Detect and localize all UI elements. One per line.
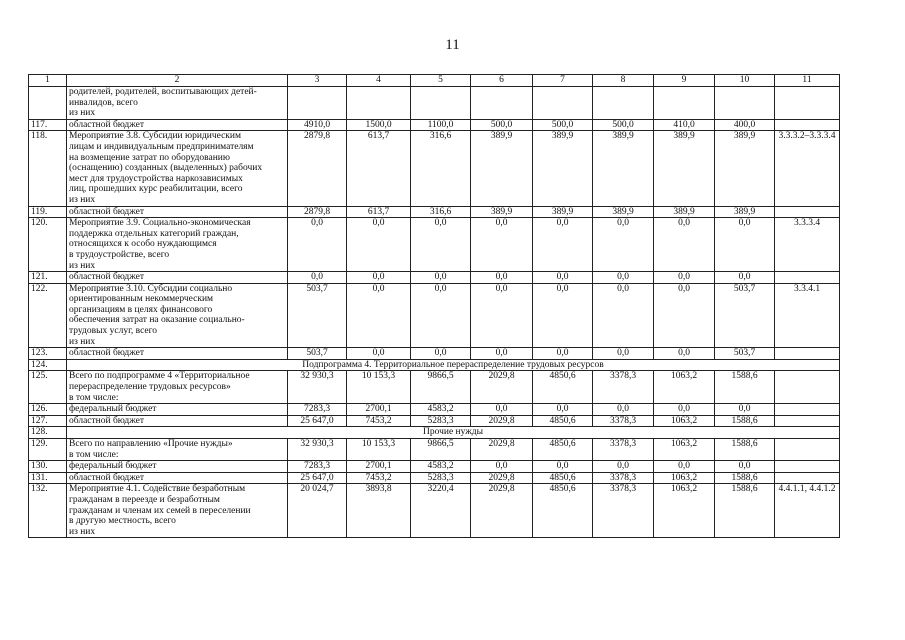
- value-cell: 0,0: [471, 272, 533, 284]
- value-cell: 400,0: [715, 119, 775, 131]
- description-line: областной бюджет: [69, 415, 145, 426]
- value-cell: 0,0: [288, 218, 347, 272]
- value-cell: 4850,6: [533, 484, 593, 538]
- row-number-cell: 132.: [29, 484, 67, 538]
- value-cell: 4910,0: [288, 119, 347, 131]
- value-cell: 9866,5: [411, 371, 471, 404]
- value-cell: 25 647,0: [288, 415, 347, 427]
- header-cell: 1: [29, 75, 67, 87]
- value-cell: 32 930,3: [288, 439, 347, 461]
- table-row: [29, 415, 840, 427]
- value-cell: 4583,2: [411, 404, 471, 416]
- value-cell: 0,0: [654, 272, 715, 284]
- value-cell: [654, 87, 715, 120]
- section-row: [29, 427, 840, 439]
- value-cell: 0,0: [593, 283, 654, 348]
- section-title-cell: Прочие нужды: [67, 427, 840, 439]
- row-number-cell: 123.: [29, 348, 67, 360]
- value-cell: 0,0: [471, 283, 533, 348]
- table-row: [29, 283, 840, 348]
- row-number-cell: [29, 87, 67, 120]
- description-line: Всего по подпрограмме 4 «Территориальное: [69, 371, 250, 382]
- description-line: относящихся к особо нуждающимся: [69, 239, 217, 250]
- value-cell: 0,0: [593, 461, 654, 473]
- table-row: [29, 87, 840, 120]
- description-line: обеспечения затрат на оказание социально-: [69, 315, 245, 326]
- reference-cell: [775, 272, 840, 284]
- value-cell: 0,0: [654, 283, 715, 348]
- row-number-cell: 117.: [29, 119, 67, 131]
- value-cell: 0,0: [471, 218, 533, 272]
- value-cell: 0,0: [715, 272, 775, 284]
- value-cell: 3378,3: [593, 439, 654, 461]
- reference-cell: 4.4.1.1, 4.4.1.2: [775, 484, 840, 538]
- table-row: [29, 119, 840, 131]
- value-cell: 25 647,0: [288, 472, 347, 484]
- value-cell: 0,0: [593, 272, 654, 284]
- value-cell: [347, 87, 411, 120]
- description-line: ориентированным некоммерческим: [69, 294, 214, 305]
- row-number-cell: 131.: [29, 472, 67, 484]
- description-line: в трудоустройстве, всего: [69, 249, 170, 260]
- value-cell: 20 024,7: [288, 484, 347, 538]
- value-cell: 1500,0: [347, 119, 411, 131]
- header-cell: 11: [775, 75, 840, 87]
- description-cell: [67, 206, 288, 218]
- value-cell: 503,7: [288, 348, 347, 360]
- table-row: [29, 206, 840, 218]
- description-cell: [67, 131, 288, 206]
- header-cell: 6: [471, 75, 533, 87]
- header-row: [29, 75, 840, 87]
- value-cell: 3220,4: [411, 484, 471, 538]
- value-cell: 0,0: [533, 283, 593, 348]
- reference-cell: [775, 461, 840, 473]
- description-cell: [67, 218, 288, 272]
- description-line: Мероприятие 3.9. Социально-экономическая: [69, 218, 251, 229]
- header-cell: 10: [715, 75, 775, 87]
- value-cell: 0,0: [533, 348, 593, 360]
- value-cell: 2879,8: [288, 206, 347, 218]
- value-cell: 0,0: [411, 283, 471, 348]
- value-cell: 503,7: [288, 283, 347, 348]
- reference-cell: [775, 119, 840, 131]
- row-number-cell: 126.: [29, 404, 67, 416]
- row-number-cell: 129.: [29, 439, 67, 461]
- value-cell: 1588,6: [715, 484, 775, 538]
- description-line: из них: [69, 194, 96, 205]
- value-cell: 10 153,3: [347, 439, 411, 461]
- value-cell: 389,9: [533, 206, 593, 218]
- description-line: инвалидов, всего: [69, 97, 138, 108]
- description-line: трудовых услуг, всего: [69, 326, 158, 337]
- header-cell: 9: [654, 75, 715, 87]
- value-cell: 1588,6: [715, 439, 775, 461]
- value-cell: 0,0: [471, 461, 533, 473]
- table-row: [29, 272, 840, 284]
- table-row: [29, 472, 840, 484]
- reference-cell: [775, 371, 840, 404]
- description-line: Мероприятие 3.10. Субсидии социально: [69, 283, 233, 294]
- description-line: областной бюджет: [69, 272, 145, 283]
- value-cell: 410,0: [654, 119, 715, 131]
- description-cell: [67, 484, 288, 538]
- reference-cell: [775, 415, 840, 427]
- value-cell: 7283,3: [288, 461, 347, 473]
- value-cell: 500,0: [533, 119, 593, 131]
- value-cell: 2029,8: [471, 415, 533, 427]
- value-cell: 0,0: [533, 404, 593, 416]
- value-cell: 3378,3: [593, 371, 654, 404]
- description-line: областной бюджет: [69, 119, 145, 130]
- table-row: [29, 461, 840, 473]
- reference-cell: [775, 206, 840, 218]
- description-line: федеральный бюджет: [69, 404, 157, 415]
- budget-table: [28, 74, 840, 538]
- value-cell: 0,0: [715, 404, 775, 416]
- value-cell: 389,9: [654, 206, 715, 218]
- value-cell: 3893,8: [347, 484, 411, 538]
- value-cell: 1588,6: [715, 415, 775, 427]
- description-cell: [67, 272, 288, 284]
- header-cell: 8: [593, 75, 654, 87]
- row-number-cell: 121.: [29, 272, 67, 284]
- value-cell: 2879,8: [288, 131, 347, 206]
- value-cell: 0,0: [347, 218, 411, 272]
- table-row: [29, 131, 840, 206]
- value-cell: 2700,1: [347, 404, 411, 416]
- value-cell: 2029,8: [471, 484, 533, 538]
- value-cell: 613,7: [347, 131, 411, 206]
- value-cell: 3378,3: [593, 472, 654, 484]
- description-cell: [67, 404, 288, 416]
- row-number-cell: 127.: [29, 415, 67, 427]
- description-line: поддержка отдельных категорий граждан,: [69, 228, 239, 239]
- value-cell: 5283,3: [411, 415, 471, 427]
- value-cell: 389,9: [471, 206, 533, 218]
- value-cell: 4583,2: [411, 461, 471, 473]
- value-cell: 1588,6: [715, 472, 775, 484]
- row-number-cell: 120.: [29, 218, 67, 272]
- table-row: [29, 439, 840, 461]
- value-cell: 3378,3: [593, 415, 654, 427]
- description-cell: [67, 439, 288, 461]
- section-title-cell: Подпрограмма 4. Территориальное перераспределение трудовых ресурсов: [67, 359, 840, 371]
- value-cell: 0,0: [654, 218, 715, 272]
- value-cell: [715, 87, 775, 120]
- value-cell: 2700,1: [347, 461, 411, 473]
- description-line: федеральный бюджет: [69, 461, 157, 472]
- value-cell: 503,7: [715, 283, 775, 348]
- value-cell: 5283,3: [411, 472, 471, 484]
- value-cell: 389,9: [593, 131, 654, 206]
- reference-cell: [775, 404, 840, 416]
- table-row: [29, 218, 840, 272]
- value-cell: 0,0: [715, 218, 775, 272]
- reference-cell: [775, 439, 840, 461]
- row-number-cell: 119.: [29, 206, 67, 218]
- value-cell: 4850,6: [533, 371, 593, 404]
- value-cell: [471, 87, 533, 120]
- reference-cell: 3.3.3.2–3.3.3.4: [775, 131, 840, 206]
- value-cell: 1063,2: [654, 472, 715, 484]
- value-cell: 7453,2: [347, 472, 411, 484]
- value-cell: 389,9: [715, 206, 775, 218]
- description-line: гражданам и членам их семей в переселении: [69, 505, 251, 516]
- reference-cell: [775, 472, 840, 484]
- description-line: лицам и индивидуальным предпринимателям: [69, 141, 254, 152]
- description-line: организациям в целях финансового: [69, 304, 213, 315]
- description-line: лиц, прошедших курс реабилитации, всего: [69, 184, 243, 195]
- table-row: [29, 484, 840, 538]
- description-line: Мероприятие 3.8. Субсидии юридическим: [69, 131, 242, 142]
- value-cell: 316,6: [411, 206, 471, 218]
- value-cell: 2029,8: [471, 439, 533, 461]
- header-cell: 7: [533, 75, 593, 87]
- description-line: гражданам в переезде и безработным: [69, 494, 220, 505]
- reference-cell: 3.3.4.1: [775, 283, 840, 348]
- description-line: областной бюджет: [69, 472, 145, 483]
- description-line: из них: [69, 108, 96, 119]
- value-cell: 613,7: [347, 206, 411, 218]
- description-line: областной бюджет: [69, 348, 145, 359]
- value-cell: 1063,2: [654, 415, 715, 427]
- reference-cell: [775, 87, 840, 120]
- value-cell: 389,9: [471, 131, 533, 206]
- value-cell: 0,0: [654, 348, 715, 360]
- value-cell: 389,9: [654, 131, 715, 206]
- description-cell: [67, 348, 288, 360]
- value-cell: 4850,6: [533, 439, 593, 461]
- description-line: Всего по направлению «Прочие нужды»: [69, 439, 233, 449]
- description-line: областной бюджет: [69, 206, 145, 217]
- value-cell: 316,6: [411, 131, 471, 206]
- description-line: (оснащению) созданных (выделенных) рабочих: [69, 163, 263, 174]
- description-line: родителей, родителей, воспитывающих детей-: [69, 87, 257, 97]
- description-line: в другую местность, всего: [69, 516, 176, 527]
- value-cell: 32 930,3: [288, 371, 347, 404]
- value-cell: 0,0: [471, 348, 533, 360]
- value-cell: 0,0: [533, 272, 593, 284]
- value-cell: 10 153,3: [347, 371, 411, 404]
- header-cell: 3: [288, 75, 347, 87]
- description-cell: [67, 283, 288, 348]
- value-cell: 0,0: [471, 404, 533, 416]
- description-cell: [67, 119, 288, 131]
- reference-cell: 3.3.3.4: [775, 218, 840, 272]
- value-cell: 2029,8: [471, 472, 533, 484]
- description-cell: [67, 87, 288, 120]
- value-cell: 0,0: [411, 218, 471, 272]
- description-line: из них: [69, 336, 96, 347]
- value-cell: 503,7: [715, 348, 775, 360]
- value-cell: 0,0: [533, 218, 593, 272]
- description-cell: [67, 472, 288, 484]
- value-cell: [533, 87, 593, 120]
- header-cell: 2: [67, 75, 288, 87]
- table-row: [29, 371, 840, 404]
- value-cell: 4850,6: [533, 472, 593, 484]
- value-cell: 500,0: [471, 119, 533, 131]
- description-line: из них: [69, 260, 96, 271]
- description-cell: [67, 461, 288, 473]
- value-cell: 0,0: [654, 404, 715, 416]
- value-cell: 0,0: [411, 348, 471, 360]
- value-cell: 3378,3: [593, 484, 654, 538]
- value-cell: 1063,2: [654, 484, 715, 538]
- row-number-cell: 122.: [29, 283, 67, 348]
- section-row: [29, 359, 840, 371]
- value-cell: 0,0: [411, 272, 471, 284]
- header-cell: 5: [411, 75, 471, 87]
- row-number-cell: 130.: [29, 461, 67, 473]
- value-cell: 389,9: [715, 131, 775, 206]
- value-cell: [593, 87, 654, 120]
- value-cell: 7283,3: [288, 404, 347, 416]
- value-cell: [411, 87, 471, 120]
- description-line: перераспределение трудовых ресурсов»: [69, 382, 231, 393]
- value-cell: 0,0: [715, 461, 775, 473]
- value-cell: 1063,2: [654, 371, 715, 404]
- value-cell: 0,0: [593, 348, 654, 360]
- table-row: [29, 348, 840, 360]
- value-cell: 0,0: [654, 461, 715, 473]
- value-cell: 2029,8: [471, 371, 533, 404]
- description-cell: [67, 371, 288, 404]
- value-cell: 9866,5: [411, 439, 471, 461]
- value-cell: 1588,6: [715, 371, 775, 404]
- value-cell: 0,0: [347, 283, 411, 348]
- row-number-cell: 124.: [29, 359, 67, 371]
- row-number-cell: 125.: [29, 371, 67, 404]
- value-cell: 389,9: [593, 206, 654, 218]
- description-line: в том числе:: [69, 392, 119, 403]
- value-cell: 0,0: [347, 272, 411, 284]
- value-cell: 0,0: [288, 272, 347, 284]
- value-cell: 4850,6: [533, 415, 593, 427]
- description-line: мест для трудоустройства наркозависимых: [69, 173, 243, 184]
- value-cell: 389,9: [533, 131, 593, 206]
- value-cell: 0,0: [593, 218, 654, 272]
- value-cell: 0,0: [533, 461, 593, 473]
- value-cell: 1100,0: [411, 119, 471, 131]
- value-cell: 1063,2: [654, 439, 715, 461]
- header-cell: 4: [347, 75, 411, 87]
- row-number-cell: 118.: [29, 131, 67, 206]
- value-cell: 0,0: [347, 348, 411, 360]
- value-cell: 0,0: [593, 404, 654, 416]
- description-line: в том числе:: [69, 449, 119, 460]
- description-cell: [67, 415, 288, 427]
- page-number: 11: [445, 37, 460, 53]
- value-cell: 7453,2: [347, 415, 411, 427]
- description-line: из них: [69, 526, 96, 537]
- description-line: на возмещение затрат по оборудованию: [69, 152, 230, 163]
- row-number-cell: 128.: [29, 427, 67, 439]
- table-body: [29, 75, 840, 538]
- value-cell: 500,0: [593, 119, 654, 131]
- table-row: [29, 404, 840, 416]
- reference-cell: [775, 348, 840, 360]
- value-cell: [288, 87, 347, 120]
- description-line: Мероприятие 4.1. Содействие безработным: [69, 484, 246, 495]
